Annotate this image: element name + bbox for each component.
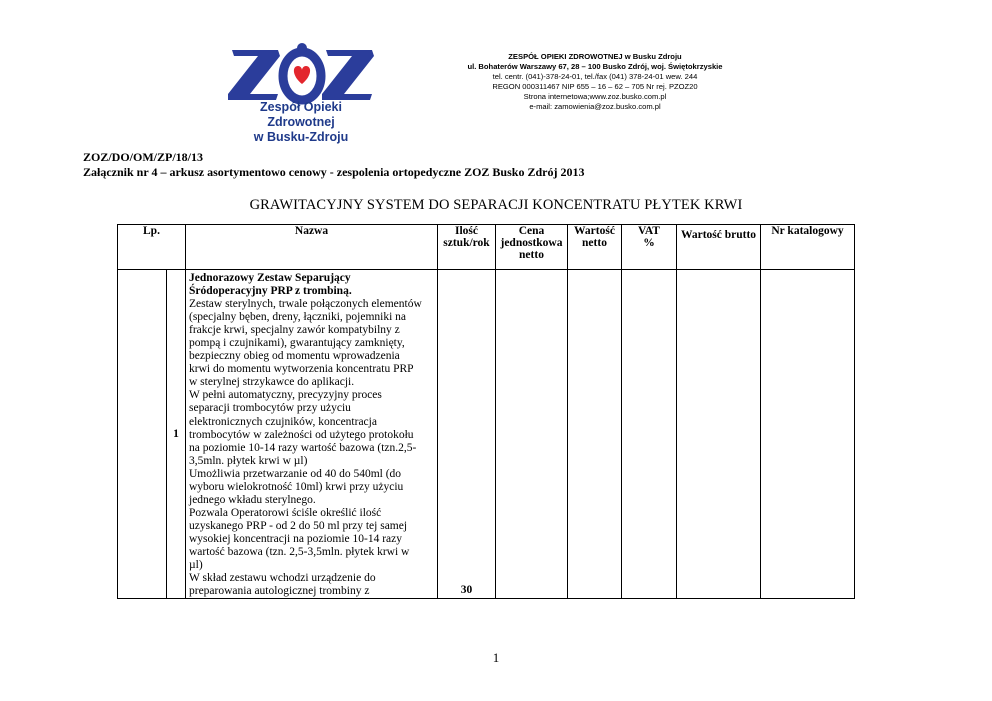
- row-description-line: Umożliwia przetwarzanie od 40 do 540ml (do: [189, 467, 402, 480]
- row-gross-value: [677, 270, 761, 599]
- row-quantity: 30: [438, 270, 496, 599]
- header-vat-line1: VAT: [638, 225, 660, 237]
- page-number: 1: [492, 650, 500, 665]
- header-net-value: [568, 225, 622, 270]
- row-net-value: [568, 270, 622, 599]
- row-description-line: pompą i czujnikami), gwarantujący zamknięty,: [189, 337, 405, 350]
- row-description-line: Zestaw sterylnych, trwale połączonych elementów: [189, 298, 422, 311]
- row-description-line: W skład zestawu wchodzi urządzenie do: [189, 572, 376, 585]
- document-title: GRAWITACYJNY SYSTEM DO SEPARACJI KONCENTRATU PŁYTEK KRWI: [249, 197, 743, 213]
- org-regon: REGON 000311467 NIP 655 – 16 – 62 – 705 Nr rej. PZOZ20: [492, 82, 698, 91]
- row-description-line: separacji trombocytów przy użyciu: [189, 402, 351, 415]
- row-description-line: jednego wkładu sterylnego.: [189, 493, 316, 506]
- row-lp: 1: [167, 270, 186, 599]
- header-lp: Lp.: [118, 225, 186, 270]
- header-unit-price: [496, 225, 568, 270]
- row-description-line: Pozwala Operatorowi ściśle określić ilość: [189, 506, 382, 519]
- header-net-value-line2: netto: [582, 237, 607, 249]
- row-description-line: µl): [189, 559, 203, 572]
- row-description-line: elektronicznych czujników, koncentracja: [189, 415, 377, 428]
- logo-caption-line1: Zespół Opieki Zdrowotnej: [260, 100, 342, 129]
- logo-caption: [226, 100, 376, 145]
- row-vat: [622, 270, 677, 599]
- row-description-line: preparowania autologicznej trombiny z: [189, 585, 370, 598]
- header-unit-price-line1: Cena: [518, 225, 545, 237]
- header-gross-value: Wartość brutto: [677, 225, 761, 270]
- header-vat-line2: %: [643, 237, 655, 249]
- org-address: ul. Bohaterów Warszawy 67, 28 – 100 Busko Zdrój, woj. Świętokrzyskie: [467, 62, 723, 71]
- row-unit-price: [496, 270, 568, 599]
- row-description-line: w sterylnej strzykawce do aplikacji.: [189, 376, 355, 389]
- org-web: Strona internetowa;www.zoz.busko.com.pl: [523, 92, 667, 101]
- header-net-value-line1: Wartość: [574, 225, 615, 237]
- row-description-line: wyboru wielokrotność 10ml) krwi przy użyciu: [189, 480, 404, 493]
- heart-icon: [294, 66, 310, 84]
- document-reference: ZOZ/DO/OM/ZP/18/13: [83, 150, 204, 164]
- row-title-line1: Jednorazowy Zestaw Separujący: [189, 272, 351, 284]
- row-catalog-number: [761, 270, 855, 599]
- header-name: Nazwa: [186, 225, 438, 270]
- row-description-line: trombocytów w zależności od użytego protokołu: [189, 428, 414, 441]
- table-row: [118, 270, 855, 599]
- org-email: e-mail: zamowienia@zoz.busko.com.pl: [529, 102, 661, 111]
- row-description-line: 3,5mln. płytek krwi w µl): [189, 454, 308, 467]
- row-title-line2: Śródoperacyjny PRP z trombiną.: [189, 285, 352, 298]
- organization-header: [430, 52, 760, 112]
- row-description-line: bezpieczny obieg od momentu wprowadzenia: [189, 350, 400, 363]
- header-vat: [622, 225, 677, 270]
- row-description: [186, 270, 438, 599]
- logo-letter-z2: [322, 50, 374, 100]
- logo-caption-line2: w Busku-Zdroju: [253, 130, 349, 144]
- logo-letter-z1: [228, 50, 280, 100]
- row-blank-cell: [118, 270, 167, 599]
- header-unit-price-line2: jednostkowa: [500, 237, 563, 249]
- header-quantity-line1: Ilość: [455, 225, 478, 237]
- row-description-line: krwi do momentu wytworzenia koncentratu PRP: [189, 363, 414, 376]
- row-description-lines: [189, 298, 434, 598]
- header-unit-price-line3: netto: [519, 249, 544, 261]
- row-description-line: W pełni automatyczny, precyzyjny proces: [189, 389, 382, 402]
- org-phone: tel. centr. (041)-378-24-01, tel./fax (041) 378-24-01 wew. 244: [492, 72, 698, 81]
- table-header-row: [118, 225, 855, 270]
- row-description-line: frakcje krwi, specjalny zawór kompatybilny z: [189, 324, 400, 337]
- header-catalog-number: Nr katalogowy: [761, 225, 855, 270]
- row-description-line: uzyskanego PRP - od 2 do 50 ml przy tej samej: [189, 519, 408, 532]
- logo-figure-head: [297, 43, 307, 53]
- document-annex: Załącznik nr 4 – arkusz asortymentowo cenowy - zespolenia ortopedyczne ZOZ Busko Zdrój 2013: [83, 165, 585, 179]
- row-description-line: na poziomie 10-14 razy wartość bazowa (tzn.2,5-: [189, 441, 417, 454]
- row-description-line: wysokiej koncentracji na poziomie 10-14 razy: [189, 532, 402, 545]
- row-description-line: wartość bazowa (tzn. 2,5-3,5mln. płytek krwi w: [189, 545, 410, 558]
- header-quantity: [438, 225, 496, 270]
- row-description-line: (specjalny bęben, dreny, łączniki, pojemniki na: [189, 311, 407, 324]
- org-name: ZESPÓŁ OPIEKI ZDROWOTNEJ w Busku Zdroju: [508, 52, 682, 61]
- header-quantity-line2: sztuk/rok: [443, 237, 490, 249]
- pricing-table: [117, 224, 855, 599]
